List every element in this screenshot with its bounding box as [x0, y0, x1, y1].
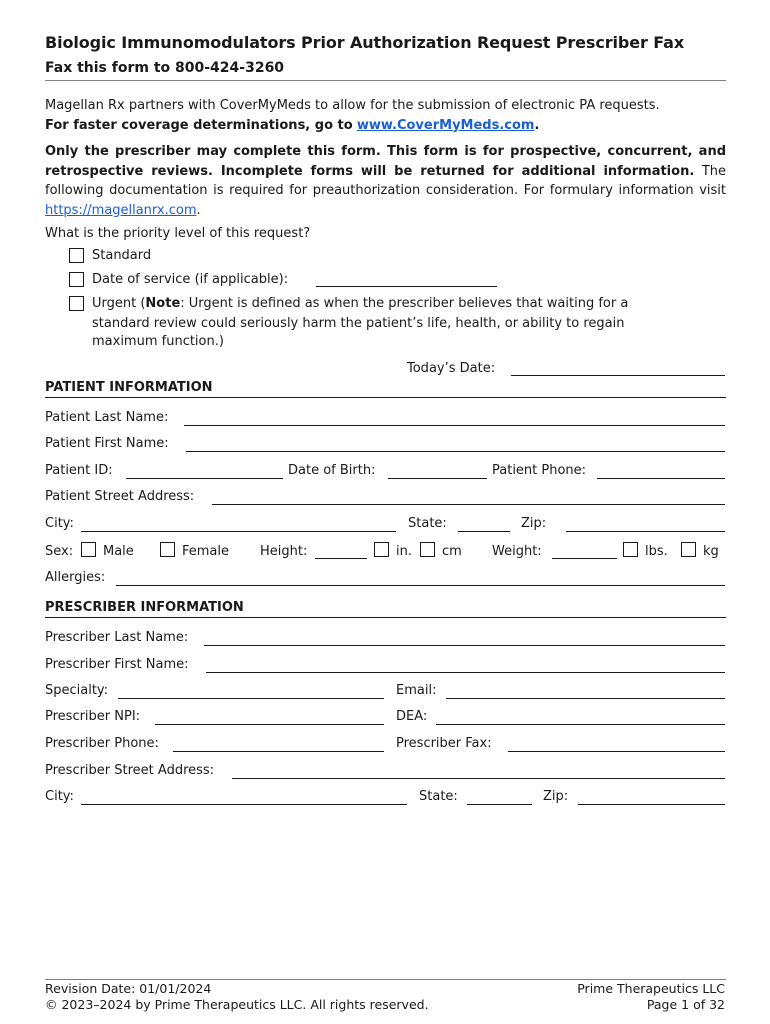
patient-first-name-label: Patient First Name: — [45, 436, 169, 451]
priority-question: What is the priority level of this request? — [45, 226, 311, 241]
patient-zip-field[interactable] — [566, 531, 725, 532]
urgent-label-line3: maximum function.) — [92, 334, 224, 349]
date-of-birth-field[interactable] — [388, 478, 487, 479]
intro-paragraph-2: Only the prescriber may complete this form. This form is for prospective, concurrent, and retrospective reviews. Incomplete forms will be returned for additional information. The following documentation is required for preauthorization consideration. For formulary information visit https://magellanrx.com. — [45, 144, 726, 218]
standard-label: Standard — [92, 248, 152, 263]
patient-city-label: City: — [45, 516, 74, 531]
prescriber-last-name-label: Prescriber Last Name: — [45, 630, 189, 645]
prescriber-zip-label: Zip: — [543, 789, 569, 804]
allergies-label: Allergies: — [45, 570, 106, 585]
urgent-label-line1: Urgent (Note: Urgent is defined as when the prescriber believes that waiting for a — [92, 296, 629, 311]
weight-label: Weight: — [492, 544, 542, 559]
date-of-service-field[interactable] — [316, 286, 497, 287]
weight-field[interactable] — [552, 558, 617, 559]
footer-divider — [45, 979, 726, 980]
patient-state-field[interactable] — [458, 531, 510, 532]
sex-label: Sex: — [45, 544, 74, 559]
dea-field[interactable] — [436, 724, 725, 725]
page-number: Page 1 of 32 — [646, 997, 725, 1012]
standard-checkbox[interactable] — [69, 248, 84, 263]
email-field[interactable] — [446, 698, 725, 699]
cm-label: cm — [442, 544, 462, 559]
prescriber-street-field[interactable] — [232, 778, 725, 779]
prescriber-npi-label: Prescriber NPI: — [45, 709, 141, 724]
kg-checkbox[interactable] — [681, 542, 696, 557]
patient-id-label: Patient ID: — [45, 463, 113, 478]
date-of-service-label: Date of service (if applicable): — [92, 272, 289, 287]
prescriber-npi-field[interactable] — [155, 724, 384, 725]
height-field[interactable] — [315, 558, 367, 559]
lbs-checkbox[interactable] — [623, 542, 638, 557]
female-label: Female — [182, 544, 230, 559]
prescriber-heading-rule — [45, 617, 726, 618]
fax-number-line: Fax this form to 800-424-3260 — [45, 60, 285, 76]
prescriber-state-label: State: — [419, 789, 458, 804]
prescriber-phone-label: Prescriber Phone: — [45, 736, 159, 751]
specialty-label: Specialty: — [45, 683, 109, 698]
urgent-checkbox[interactable] — [69, 296, 84, 311]
form-title: Biologic Immunomodulators Prior Authorization Request Prescriber Fax — [45, 33, 685, 52]
inches-checkbox[interactable] — [374, 542, 389, 557]
cm-checkbox[interactable] — [420, 542, 435, 557]
revision-date: Revision Date: 01/01/2024 — [45, 981, 212, 996]
urgent-label-line2: standard review could seriously harm the patient’s life, health, or ability to regain — [92, 316, 625, 331]
todays-date-field[interactable] — [511, 375, 725, 376]
date-of-birth-label: Date of Birth: — [288, 463, 376, 478]
prescriber-first-name-field[interactable] — [206, 672, 725, 673]
copyright: © 2023–2024 by Prime Therapeutics LLC. All rights reserved. — [45, 997, 429, 1012]
date-of-service-checkbox[interactable] — [69, 272, 84, 287]
intro-bold-text: For faster coverage determinations, go to — [45, 117, 353, 133]
male-label: Male — [103, 544, 134, 559]
email-label: Email: — [396, 683, 437, 698]
prescriber-only-notice: Only the prescriber may complete this form. This form is for prospective, concurrent, and retrospective reviews. Incomplete forms will be returned for additional information. — [45, 144, 726, 179]
prescriber-street-label: Prescriber Street Address: — [45, 763, 215, 778]
patient-phone-label: Patient Phone: — [492, 463, 587, 478]
patient-street-label: Patient Street Address: — [45, 489, 195, 504]
patient-first-name-field[interactable] — [186, 451, 725, 452]
patient-city-field[interactable] — [81, 531, 396, 532]
height-label: Height: — [260, 544, 308, 559]
patient-zip-label: Zip: — [521, 516, 547, 531]
prescriber-first-name-label: Prescriber First Name: — [45, 657, 189, 672]
prescriber-city-label: City: — [45, 789, 74, 804]
patient-last-name-label: Patient Last Name: — [45, 410, 169, 425]
prescriber-fax-field[interactable] — [508, 751, 725, 752]
dea-label: DEA: — [396, 709, 428, 724]
magellanrx-link[interactable]: https://magellanrx.com — [45, 202, 197, 218]
patient-id-field[interactable] — [126, 478, 283, 479]
patient-street-field[interactable] — [212, 504, 725, 505]
prescriber-zip-field[interactable] — [578, 804, 725, 805]
lbs-label: lbs. — [645, 544, 668, 559]
patient-info-heading: PATIENT INFORMATION — [45, 380, 213, 395]
prescriber-phone-field[interactable] — [173, 751, 384, 752]
male-checkbox[interactable] — [81, 542, 96, 557]
patient-last-name-field[interactable] — [184, 425, 725, 426]
intro-paragraph-1: Magellan Rx partners with CoverMyMeds to allow for the submission of electronic PA requests. For faster coverage determinations, go to www.CoverMyMeds.com. — [45, 98, 660, 133]
female-checkbox[interactable] — [160, 542, 175, 557]
documentation-text: The following documentation is required for preauthorization consideration. For formulary information visit — [45, 163, 726, 198]
todays-date-label: Today’s Date: — [407, 361, 496, 376]
prescriber-last-name-field[interactable] — [204, 645, 725, 646]
allergies-field[interactable] — [116, 585, 725, 586]
specialty-field[interactable] — [118, 698, 384, 699]
prescriber-state-field[interactable] — [467, 804, 532, 805]
prescriber-city-field[interactable] — [81, 804, 407, 805]
prescriber-fax-label: Prescriber Fax: — [396, 736, 492, 751]
company-name: Prime Therapeutics LLC — [577, 981, 725, 996]
inches-label: in. — [396, 544, 412, 559]
intro-text: Magellan Rx partners with CoverMyMeds to allow for the submission of electronic PA requests. — [45, 98, 660, 113]
kg-label: kg — [703, 544, 719, 559]
patient-heading-rule — [45, 397, 726, 398]
covermymeds-link[interactable]: www.CoverMyMeds.com — [356, 117, 535, 133]
patient-state-label: State: — [408, 516, 447, 531]
patient-phone-field[interactable] — [597, 478, 725, 479]
header-divider — [45, 80, 726, 81]
prescriber-info-heading: PRESCRIBER INFORMATION — [45, 600, 244, 615]
